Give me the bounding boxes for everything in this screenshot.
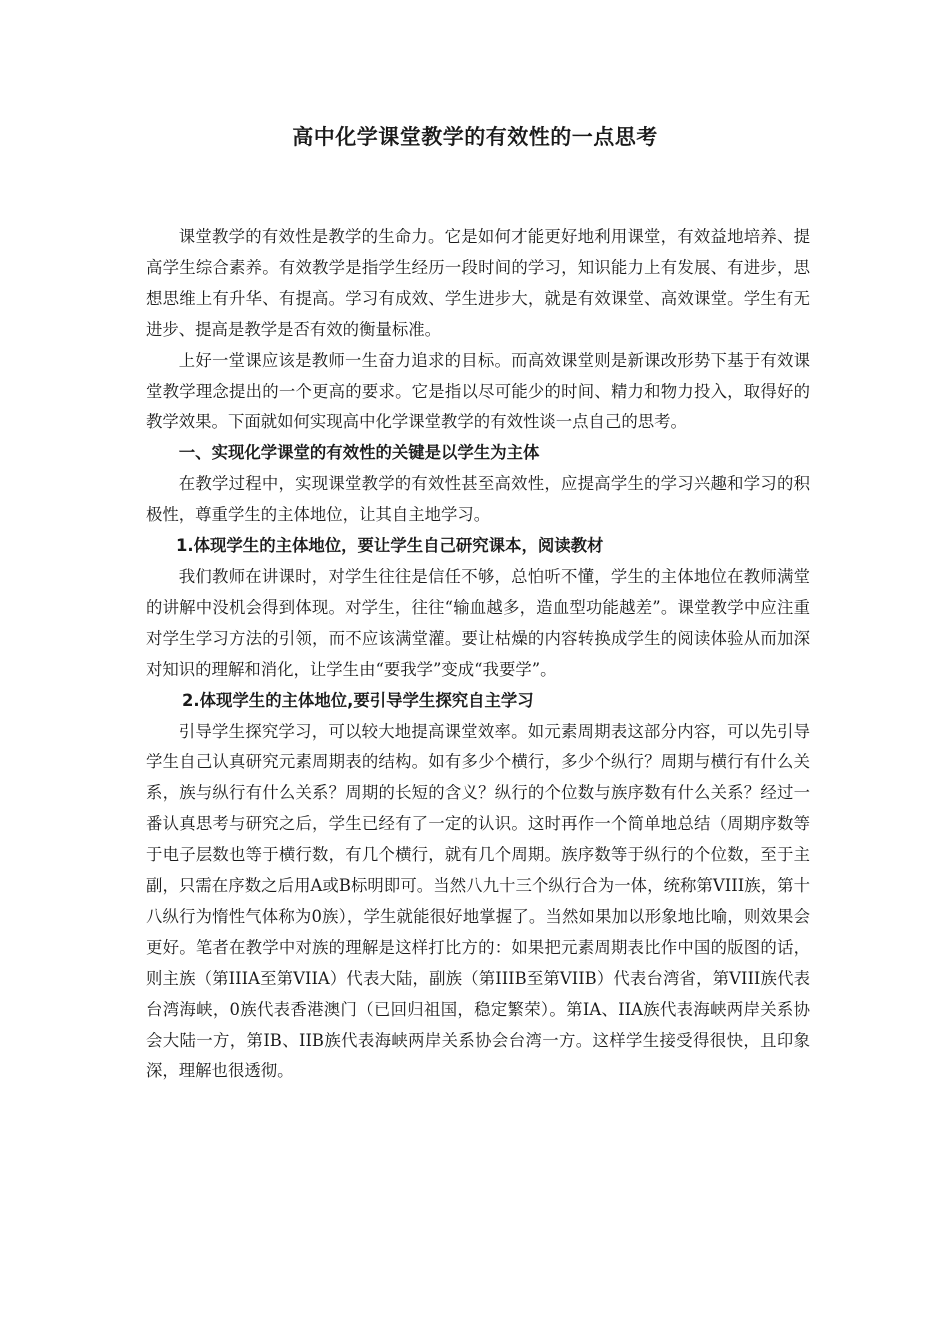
intro-paragraph-2: 上好一堂课应该是教师一生奋力追求的目标。而高效课堂则是新课改形势下基于有效课堂教学理念提出的一个更高的要求。它是指以尽可能少的时间、精力和物力投入，取得好的教学效果。下面就如何实现高中化学课堂教学的有效性谈一点自己的思考。 — [146, 350, 810, 432]
subsection-2-paragraph: 引导学生探究学习，可以较大地提高课堂效率。如元素周期表这部分内容，可以先引导学生自己认真研究元素周期表的结构。如有多少个横行，多少个纵行？周期与横行有什么关系，族与纵行有什么关系？周期的长短的含义？纵行的个位数与族序数有什么关系？经过一番认真思考与研究之后，学生已经有了一定的认识。这时再作一个简单地总结（周期序数等于电子层数也等于横行数，有几个横行，就有几个周期。族序数等于纵行的个位数，至于主副，只需在序数之后用A或B标明即可。当然八九十三个纵行合为一体，统称第VIII族，第十八纵行为惰性气体称为0族），学生就能很好地掌握了。当然如果加以形象地比喻，则效果会更好。笔者在教学中对族的理解是这样打比方的：如果把元素周期表比作中国的版图的话，则主族（第IIIA至第VIIA）代表大陆，副族（第IIIB至第VIIB）代表台湾省，第VIII族代表台湾海峡，0族代表香港澳门（已回归祖国，稳定繁荣）。第IA、IIA族代表海峡两岸关系协会大陆一方，第IB、IIB族代表海峡两岸关系协会台湾一方。这样学生接受得很快，且印象深，理解也很透彻。 — [146, 721, 810, 1081]
subsection-1-paragraph: 我们教师在讲课时，对学生往往是信任不够，总怕听不懂，学生的主体地位在教师满堂的讲解中没机会得到体现。对学生，往往“输血越多，造血型功能越差”。课堂教学中应注重对学生学习方法的引领，而不应该满堂灌。要让枯燥的内容转换成学生的阅读体验从而加深对知识的理解和消化，让学生由“要我学”变成“我要学”。 — [146, 566, 810, 679]
section-1-paragraph: 在教学过程中，实现课堂教学的有效性甚至高效性，应提高学生的学习兴趣和学习的积极性，尊重学生的主体地位，让其自主地学习。 — [146, 474, 810, 525]
page-title: 高中化学课堂教学的有效性的一点思考 — [292, 125, 658, 149]
subsection-2-heading: 2.体现学生的主体地位,要引导学生探究自主学习 — [182, 690, 534, 710]
section-1-heading: 一、实现化学课堂的有效性的关键是以学生为主体 — [178, 443, 540, 463]
document-body — [146, 222, 810, 1087]
subsection-1-heading: 1.体现学生的主体地位，要让学生自己研究课本，阅读教材 — [176, 536, 604, 556]
intro-paragraph-1: 课堂教学的有效性是教学的生命力。它是如何才能更好地利用课堂，有效益地培养、提高学生综合素养。有效教学是指学生经历一段时间的学习，知识能力上有发展、有进步，思想思维上有升华、有提高。学习有成效、学生进步大，就是有效课堂、高效课堂。学生有无进步、提高是教学是否有效的衡量标准。 — [146, 227, 810, 339]
